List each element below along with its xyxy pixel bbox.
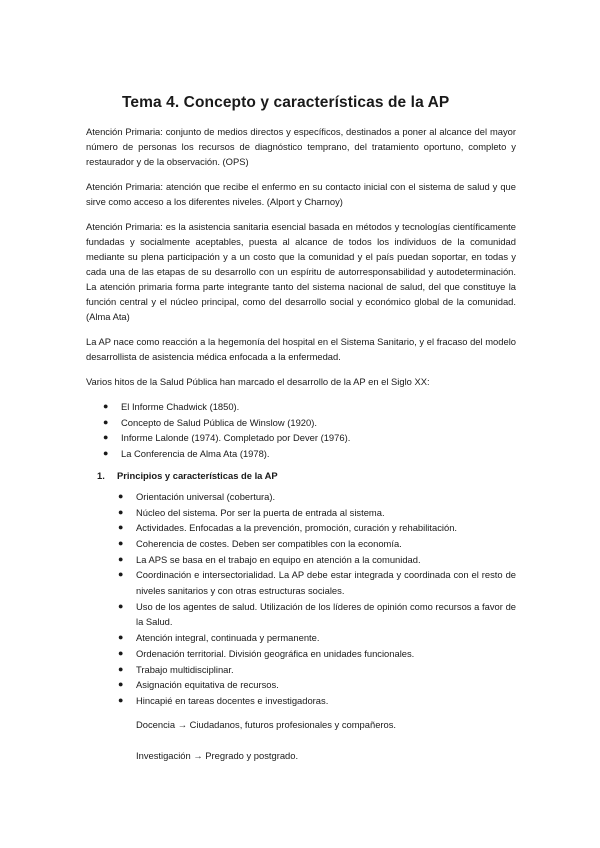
list-item: ● Trabajo multidisciplinar. — [86, 662, 516, 678]
list-item: ● La Conferencia de Alma Ata (1978). — [86, 446, 516, 462]
list-item: ● Ordenación territorial. División geográfica en unidades funcionales. — [86, 646, 516, 662]
list-item: ● Asignación equitativa de recursos. — [86, 677, 516, 693]
page-title: Tema 4. Concepto y características de la AP — [122, 94, 450, 111]
bullet-icon: ● — [103, 448, 109, 459]
list-item: ● Actividades. Enfocadas a la prevención, promoción, curación y rehabilitación. — [86, 520, 516, 536]
list-item: ● Informe Lalonde (1974). Completado por Dever (1976). — [86, 430, 516, 446]
bullet-icon: ● — [118, 537, 124, 548]
list-item: ● Hincapié en tareas docentes e investigadoras. — [86, 693, 516, 709]
bullet-icon: ● — [103, 432, 109, 443]
paragraph-alport: Atención Primaria: atención que recibe el enfermo en su contacto inicial con el sistema de salud y que sirve como acceso a los diferentes niveles. (Alport y Charnoy) — [86, 181, 516, 207]
list-item: ● El Informe Chadwick (1850). — [86, 399, 516, 415]
bullet-icon: ● — [118, 694, 124, 705]
list-item: ● Núcleo del sistema. Por ser la puerta de entrada al sistema. — [86, 505, 516, 521]
bullet-icon: ● — [118, 647, 124, 658]
section-heading — [86, 468, 516, 483]
note-investigacion: Investigación → Pregrado y postgrado. — [136, 749, 299, 761]
list-item: ● Atención integral, continuada y permanente. — [86, 630, 516, 646]
bullet-icon: ● — [118, 663, 124, 674]
bullet-icon: ● — [118, 569, 124, 580]
bullet-icon: ● — [118, 679, 124, 690]
bullet-icon: ● — [103, 401, 109, 411]
hitos-list — [86, 399, 516, 462]
list-item: ● Coordinación e intersectorialidad. La AP debe estar integrada y coordinada con el resto de niveles sanitarios y con otras estructuras sociales. — [118, 569, 516, 597]
bullet-icon: ● — [118, 632, 124, 643]
paragraph-origen-ap: La AP nace como reacción a la hegemonía del hospital en el Sistema Sanitario, y el fracaso del modelo desarrollista de asistencia médica enfocada a la enfermedad. — [86, 336, 516, 362]
paragraph-ops: Atención Primaria: conjunto de medios directos y específicos, destinados a poner al alcance del mayor número de personas los recursos de diagnóstico temprano, del tratamiento oportuno, completo y restaurador y de la observación. (OPS) — [86, 126, 516, 167]
bullet-icon: ● — [118, 522, 124, 533]
section-number: 1. — [97, 469, 105, 481]
principios-list — [86, 489, 516, 709]
bullet-icon: ● — [118, 553, 124, 564]
document-body — [86, 124, 516, 763]
list-item: ● Orientación universal (cobertura). — [86, 489, 516, 505]
bullet-icon: ● — [118, 490, 124, 501]
bullet-icon: ● — [118, 600, 124, 611]
list-item: ● La APS se basa en el trabajo en equipo en atención a la comunidad. — [86, 552, 516, 568]
paragraph-alma-ata: Atención Primaria: es la asistencia sanitaria esencial basada en métodos y tecnologías científicamente fundadas y socialmente aceptables, puesta al alcance de todos los individuos de la comunidad mediante su plena participación y a un costo que la comunidad y el país puedan soportar, en todas y cada una de las etapas de su desarrollo con un espíritu de autorresponsabilidad y autodeterminación. La atención primaria forma parte integrante tanto del sistema nacional de salud, del que constituye la función central y el núcleo principal, como del desarrollo social y económico global de la comunidad. (Alma Ata) — [86, 221, 516, 322]
bullet-icon: ● — [103, 416, 109, 427]
list-item: ● Concepto de Salud Pública de Winslow (1920). — [86, 415, 516, 431]
section-title: Principios y características de la AP — [117, 469, 278, 481]
list-item: ● Uso de los agentes de salud. Utilización de los líderes de opinión como recursos a favor de la Salud. — [118, 600, 516, 628]
list-item: ● Coherencia de costes. Deben ser compatibles con la economía. — [86, 536, 516, 552]
bullet-icon: ● — [118, 506, 124, 517]
paragraph-hitos-intro: Varios hitos de la Salud Pública han marcado el desarrollo de la AP en el Siglo XX: — [86, 376, 430, 387]
note-docencia: Docencia → Ciudadanos, futuros profesionales y compañeros. — [136, 718, 397, 730]
